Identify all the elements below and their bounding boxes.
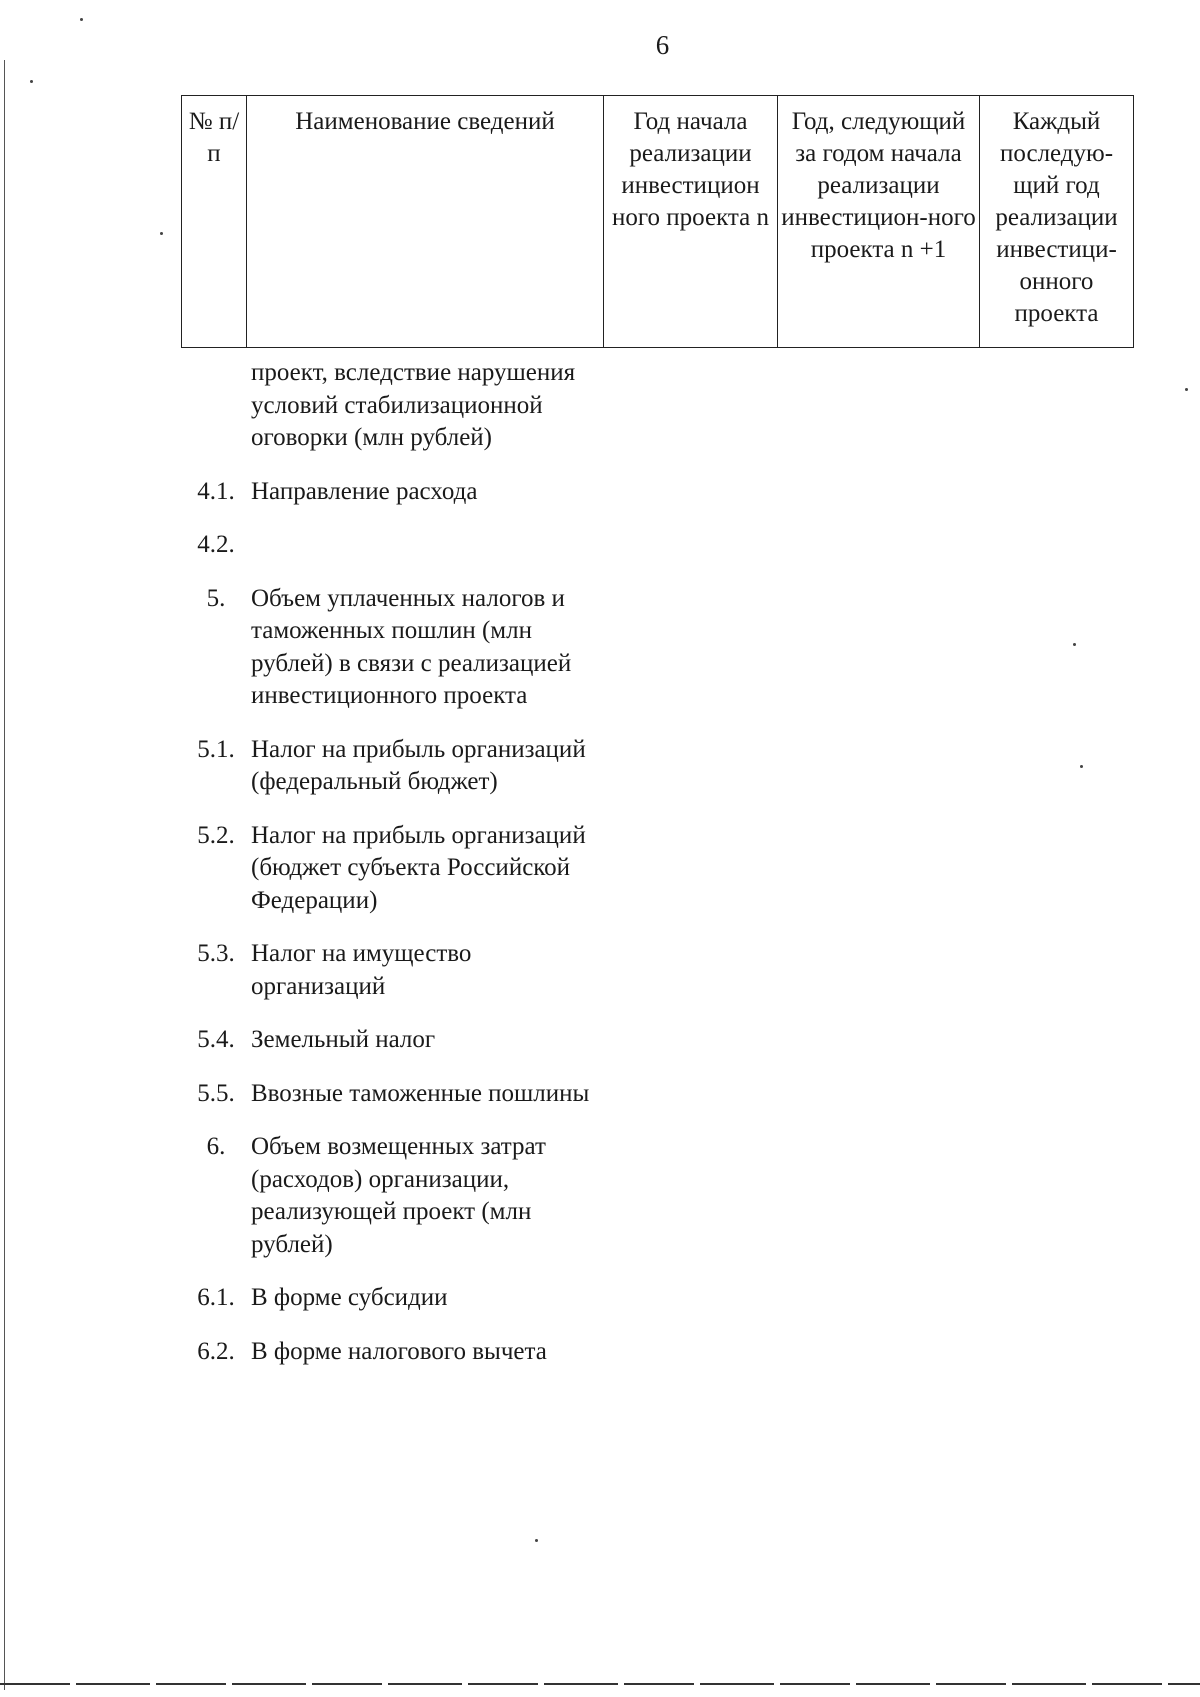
scan-speck bbox=[30, 80, 33, 83]
scan-speck bbox=[1080, 765, 1083, 768]
page-edge-left bbox=[4, 60, 5, 1690]
scan-speck bbox=[1073, 643, 1076, 646]
list-item bbox=[181, 1024, 611, 1057]
list-item bbox=[181, 938, 611, 1003]
page-number: 6 bbox=[655, 30, 670, 60]
item-text: Объем уплаченных налогов и таможенных пошлин (млн рублей) в связи с реализацией инвестиционного проекта bbox=[251, 584, 572, 709]
list-item bbox=[181, 583, 611, 713]
item-text: Налог на прибыль организаций (бюджет субъекта Российской Федерации) bbox=[251, 821, 586, 914]
item-number: 4.2. bbox=[197, 531, 235, 558]
scan-speck bbox=[160, 232, 163, 235]
item-number: 6.2. bbox=[197, 1337, 235, 1365]
items-list bbox=[181, 357, 611, 1389]
page-edge-bottom bbox=[0, 1683, 1200, 1685]
col-header-year-next: Год, следующий за годом начала реализации инвестицион-ного проекта n +1 bbox=[778, 96, 980, 348]
list-item bbox=[181, 820, 611, 918]
header-table bbox=[181, 95, 1134, 348]
item-number: 6.1. bbox=[197, 1284, 235, 1311]
item-text: Налог на имущество организаций bbox=[251, 940, 472, 1000]
table-header-row bbox=[182, 96, 1134, 348]
list-item bbox=[181, 357, 611, 455]
item-text: Направление расхода bbox=[251, 477, 478, 505]
item-number: 5.2. bbox=[197, 821, 235, 849]
col-header-no: № п/п bbox=[182, 96, 247, 348]
item-text: проект, вследствие нарушения условий стабилизационной оговорки (млн рублей) bbox=[251, 359, 576, 451]
scan-speck bbox=[535, 1539, 538, 1542]
list-item bbox=[181, 1336, 611, 1369]
list-item bbox=[181, 476, 611, 509]
item-text: Ввозные таможенные пошлины bbox=[251, 1079, 590, 1107]
list-item bbox=[181, 1078, 611, 1111]
item-text: В форме налогового вычета bbox=[251, 1337, 547, 1365]
item-number: 5.4. bbox=[197, 1026, 235, 1053]
item-text: Объем возмещенных затрат (расходов) организации, реализующей проект (млн рублей) bbox=[251, 1133, 546, 1258]
item-text: Налог на прибыль организаций (федеральный бюджет) bbox=[251, 735, 586, 795]
col-header-each-next: Каждый последую-щий год реализации инвестици-онного проекта bbox=[980, 96, 1134, 348]
item-text: Земельный налог bbox=[251, 1026, 436, 1053]
item-number: 5. bbox=[206, 584, 226, 612]
item-number: 5.5. bbox=[197, 1079, 235, 1107]
item-number: 5.1. bbox=[197, 735, 235, 763]
list-item bbox=[181, 1282, 611, 1315]
col-header-year-start: Год начала реализации инвестицион ного проекта n bbox=[604, 96, 778, 348]
scan-speck bbox=[1185, 388, 1188, 391]
col-header-name: Наименование сведений bbox=[247, 96, 604, 348]
list-item bbox=[181, 529, 611, 562]
item-number: 6. bbox=[206, 1133, 226, 1160]
list-item bbox=[181, 1131, 611, 1261]
item-number: 4.1. bbox=[197, 477, 235, 505]
scan-speck bbox=[80, 18, 83, 21]
item-number: 5.3. bbox=[197, 940, 235, 967]
item-text: В форме субсидии bbox=[251, 1284, 448, 1311]
list-item bbox=[181, 734, 611, 799]
